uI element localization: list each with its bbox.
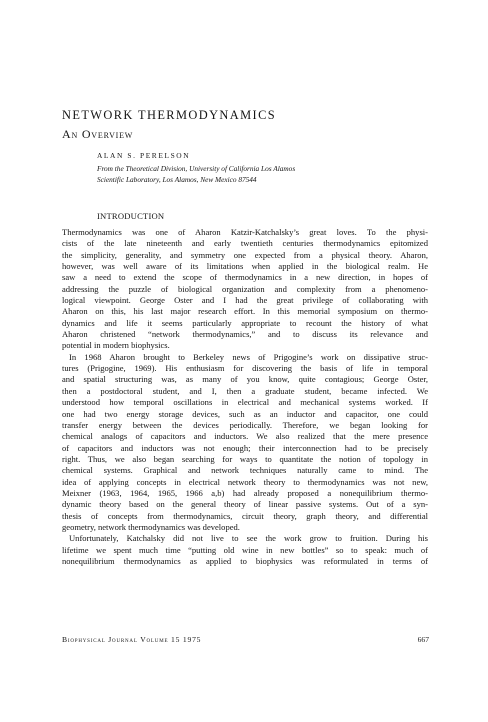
body-line: right. Thus, we also began searching for ways to quantitate the notion of topology in bbox=[62, 453, 428, 464]
body-line: understood how temporal oscillations in electrical and mechanical systems worked. If bbox=[62, 397, 428, 408]
body-line: and spatial structuring was, as many of you know, quite contagious; George Oster, bbox=[62, 374, 428, 385]
body-line: lifetime we spent much time “putting old wine in new bottles” so to speak: much of bbox=[62, 544, 428, 555]
body-line: saw a need to extend the scope of thermodynamics in a new direction, in hopes of bbox=[62, 272, 428, 283]
body-line: thesis of concepts from thermodynamics, circuit theory, graph theory, and differential bbox=[62, 510, 428, 521]
body-line: nonequilibrium thermodynamics as applied to biophysics was reformulated in terms of bbox=[62, 555, 428, 566]
body-line: idea of applying concepts in electrical network theory to thermodynamics was not new, bbox=[62, 476, 428, 487]
body-line: however, was well aware of its limitations when applied in the biological realm. He bbox=[62, 261, 428, 272]
author-name: ALAN S. PERELSON bbox=[97, 151, 191, 160]
body-line: transfer energy between the devices periodically. Therefore, we began looking for bbox=[62, 419, 428, 430]
body-line: addressing the puzzle of biological organization and complexity from a phenomeno- bbox=[62, 283, 428, 294]
affiliation-line: From the Theoretical Division, University of California Los Alamos bbox=[97, 164, 296, 173]
body-line: then a postdoctoral student, and I, then a graduate student, became infected. We bbox=[62, 385, 428, 396]
article-title: NETWORK THERMODYNAMICS bbox=[62, 108, 277, 122]
affiliation-line: Scientific Laboratory, Los Alamos, New Mexico 87544 bbox=[97, 175, 257, 184]
body-text bbox=[62, 227, 428, 567]
article-subtitle: An Overview bbox=[62, 127, 134, 141]
body-line: chemical analogs of capacitors and inductors. We also realized that the mere presence bbox=[62, 431, 428, 442]
body-line: one had two energy storage devices, such as an inductor and capacitor, one could bbox=[62, 408, 428, 419]
page-number: 667 bbox=[417, 635, 429, 644]
body-line: potential in modern biophysics. bbox=[62, 340, 170, 351]
journal-footer: Biophysical Journal Volume 15 1975 bbox=[62, 635, 202, 644]
body-line: geometry, network thermodynamics was developed. bbox=[62, 521, 240, 532]
body-line: of capacitors and inductors was not enough; their interconnection had to be precisely bbox=[62, 442, 428, 453]
body-line: Unfortunately, Katchalsky did not live to see the work grow to fruition. During his bbox=[69, 533, 428, 544]
body-line: Aharon on this, his last major research effort. In this memorial symposium on thermo- bbox=[62, 306, 428, 317]
body-line: logical viewpoint. George Oster and I had the great privilege of collaborating with bbox=[62, 295, 428, 306]
body-line: chemical systems. Graphical and network techniques naturally came to mind. The bbox=[62, 465, 428, 476]
body-line: tures (Prigogine, 1969). His enthusiasm for discovering the basis of life in temporal bbox=[62, 363, 428, 374]
author-affiliation bbox=[97, 163, 295, 185]
body-line: Meixner (1963, 1964, 1965, 1966 a,b) had already proposed a nonequilibrium thermo- bbox=[62, 487, 428, 498]
body-line: the simplicity, generality, and symmetry one expected from a physical theory. Aharon, bbox=[62, 249, 428, 260]
body-line: Aharon christened “network thermodynamics,” and to discuss its relevance and bbox=[62, 329, 428, 340]
section-heading: INTRODUCTION bbox=[97, 211, 165, 221]
body-line: In 1968 Aharon brought to Berkeley news of Prigogine’s work on dissipative struc- bbox=[69, 351, 428, 362]
body-line: dynamics and life it seems particularly appropriate to recount the history of what bbox=[62, 317, 428, 328]
body-line: cists of the late nineteenth and early twentieth centuries thermodynamics epitomized bbox=[62, 238, 428, 249]
body-line: Thermodynamics was one of Aharon Katzir-Katchalsky’s great loves. To the physi- bbox=[62, 227, 428, 237]
body-line: dynamic theory based on the general theory of linear passive systems. Out of a syn- bbox=[62, 499, 428, 510]
